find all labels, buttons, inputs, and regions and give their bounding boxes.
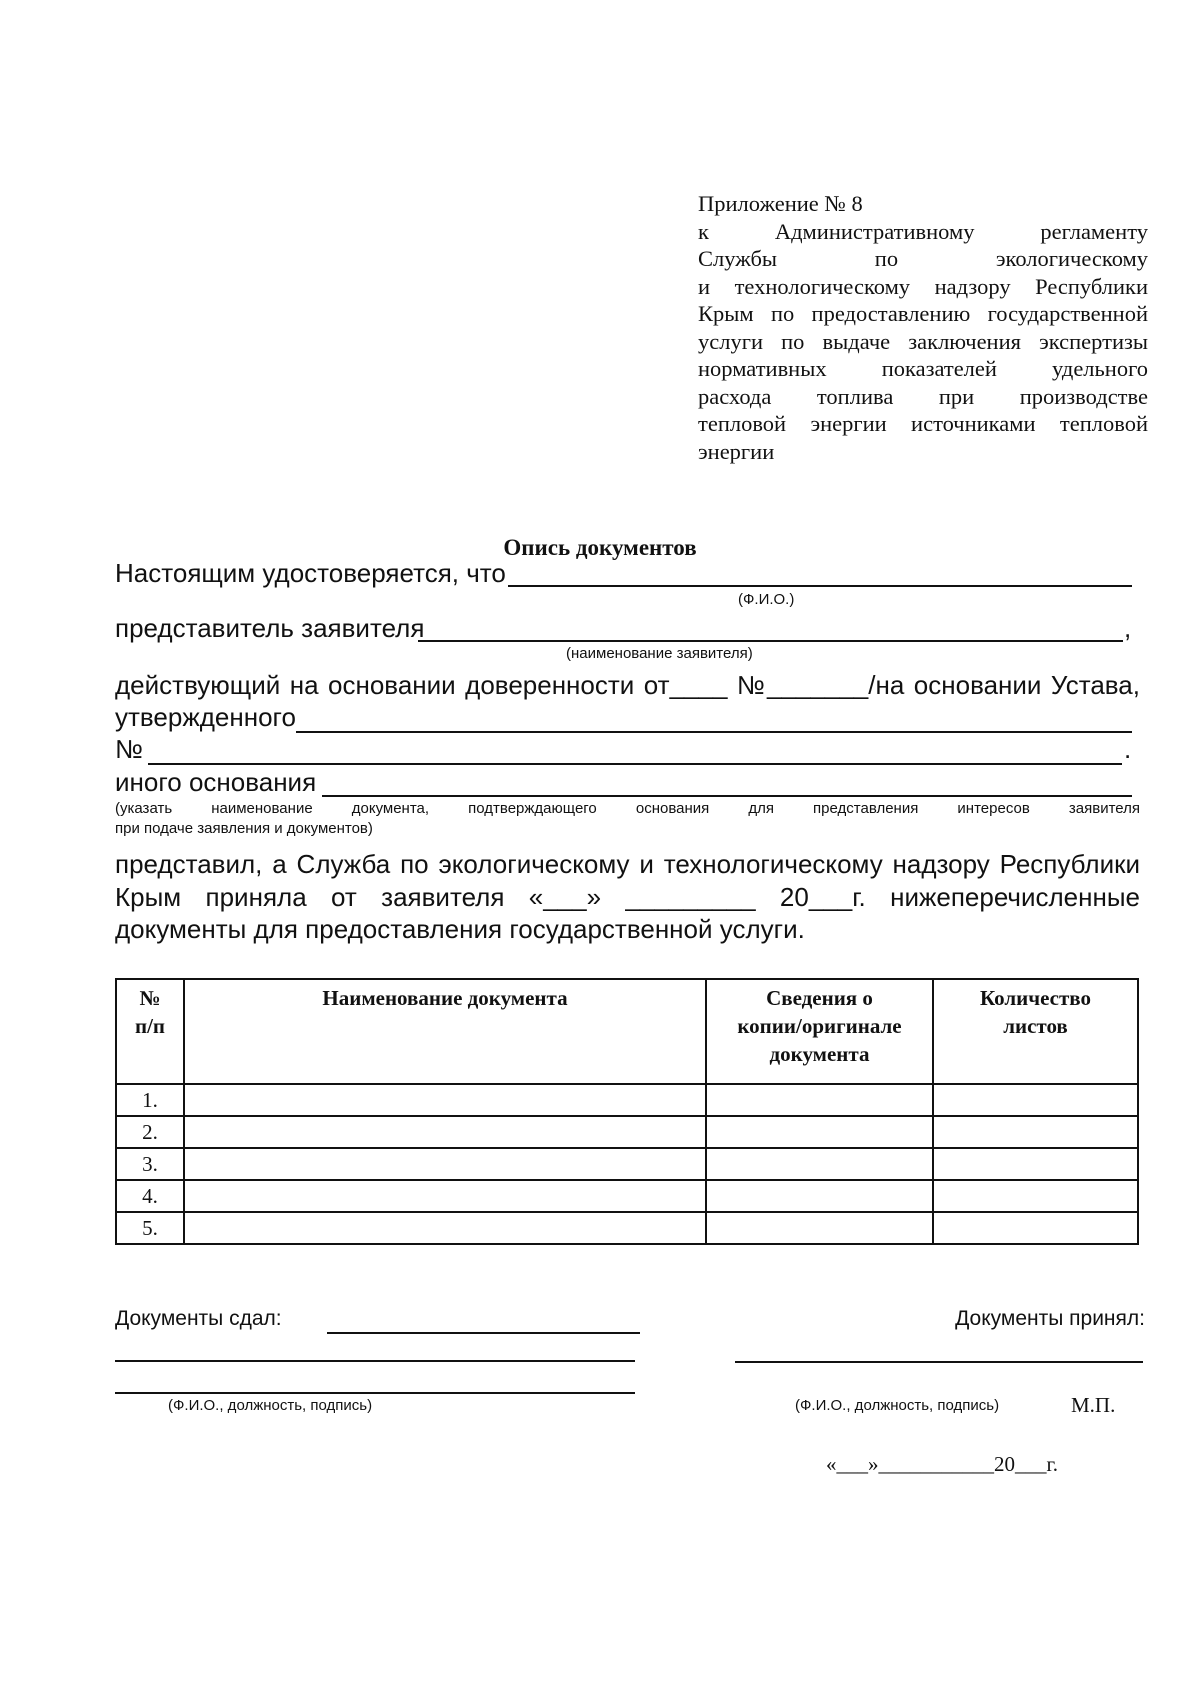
- appendix-line: услуги по выдаче заключения экспертизы: [698, 328, 1148, 354]
- appendix-line: и технологическому надзору Республики: [698, 273, 1148, 299]
- other-basis-caption: (указать наименование документа, подтверждающего основания для представления интересов заявителя: [115, 800, 1140, 817]
- sheet-count-cell[interactable]: [933, 1212, 1138, 1244]
- seal-mark: М.П.: [1071, 1393, 1116, 1417]
- table-row: [116, 1180, 1138, 1212]
- copy-original-cell[interactable]: [706, 1084, 933, 1116]
- appendix-header: [698, 190, 1148, 465]
- document-name-cell[interactable]: [184, 1116, 706, 1148]
- appendix-line: Приложение № 8: [698, 191, 863, 216]
- applicant-input-line[interactable]: [418, 640, 1123, 642]
- presented-line: представил, а Служба по экологическому и технологическому надзору Республики: [115, 849, 1140, 879]
- appendix-line: расхода топлива при производстве: [698, 383, 1148, 409]
- copy-original-cell[interactable]: [706, 1212, 933, 1244]
- submitted-label: Документы сдал:: [115, 1307, 282, 1330]
- row-number: 5.: [116, 1212, 184, 1244]
- sheet-count-cell[interactable]: [933, 1148, 1138, 1180]
- appendix-line: энергии: [698, 438, 775, 464]
- approved-input-line[interactable]: [296, 731, 1132, 733]
- acceptance-date: «___»___________20___г.: [826, 1452, 1058, 1476]
- table-row: [116, 1212, 1138, 1244]
- number-label: №: [115, 734, 143, 764]
- appendix-line: к Административному регламенту: [698, 218, 1148, 244]
- other-basis-caption-cont: при подаче заявления и документов): [115, 820, 373, 837]
- document-name-cell[interactable]: [184, 1148, 706, 1180]
- document-name-cell[interactable]: [184, 1180, 706, 1212]
- row-number: 2.: [116, 1116, 184, 1148]
- table-row: [116, 1116, 1138, 1148]
- copy-original-cell[interactable]: [706, 1180, 933, 1212]
- document-title: Опись документов: [503, 535, 697, 560]
- document-name-cell[interactable]: [184, 1084, 706, 1116]
- copy-original-cell[interactable]: [706, 1148, 933, 1180]
- document-name-cell[interactable]: [184, 1212, 706, 1244]
- copy-original-cell[interactable]: [706, 1116, 933, 1148]
- submitted-caption: (Ф.И.О., должность, подпись): [168, 1397, 373, 1414]
- other-basis-input-line[interactable]: [322, 795, 1132, 797]
- accepted-label: Документы принял:: [955, 1307, 1145, 1330]
- row-number: 3.: [116, 1148, 184, 1180]
- fio-input-line[interactable]: [508, 585, 1132, 587]
- approved-label: утвержденного: [115, 702, 296, 732]
- sheet-count-cell[interactable]: [933, 1084, 1138, 1116]
- appendix-line: Службы по экологическому: [698, 246, 1148, 271]
- header-sheet-count: Количество листов: [933, 979, 1138, 1084]
- sheet-count-cell[interactable]: [933, 1180, 1138, 1212]
- representative-comma: ,: [1124, 613, 1132, 643]
- row-number: 4.: [116, 1180, 184, 1212]
- table-row: [116, 1148, 1138, 1180]
- number-input-line[interactable]: [148, 763, 1122, 765]
- table-header-row: [116, 979, 1138, 1084]
- documents-table: [115, 978, 1139, 1245]
- other-basis-label: иного основания: [115, 767, 317, 797]
- appendix-line: нормативных показателей удельного: [698, 356, 1148, 381]
- presented-line: Крым приняла от заявителя «___» _________ 20___г. нижеперечисленные: [115, 882, 1140, 912]
- sheet-count-cell[interactable]: [933, 1116, 1138, 1148]
- header-number: № п/п: [116, 979, 184, 1084]
- submitted-signature-line-3[interactable]: [115, 1392, 635, 1394]
- certify-label: Настоящим удостоверяется, что: [115, 558, 506, 588]
- header-copy-original: Сведения о копии/оригинале документа: [706, 979, 933, 1084]
- representative-label: представитель заявителя: [115, 613, 425, 643]
- fio-caption: (Ф.И.О.): [738, 591, 795, 608]
- table-row: [116, 1084, 1138, 1116]
- presented-line: документы для предоставления государственной услуги.: [115, 914, 805, 944]
- submitted-signature-line[interactable]: [327, 1332, 640, 1334]
- accepted-caption: (Ф.И.О., должность, подпись): [795, 1397, 1000, 1414]
- basis-line: действующий на основании доверенности от____ №_______/на основании Устава,: [115, 670, 1140, 700]
- header-document-name: Наименование документа: [184, 979, 706, 1084]
- appendix-line: Крым по предоставлению государственной: [698, 301, 1148, 326]
- row-number: 1.: [116, 1084, 184, 1116]
- accepted-signature-line[interactable]: [735, 1361, 1143, 1363]
- submitted-signature-line-2[interactable]: [115, 1360, 635, 1362]
- number-period: .: [1124, 734, 1132, 764]
- applicant-caption: (наименование заявителя): [566, 645, 753, 662]
- appendix-line: тепловой энергии источниками тепловой: [698, 411, 1148, 436]
